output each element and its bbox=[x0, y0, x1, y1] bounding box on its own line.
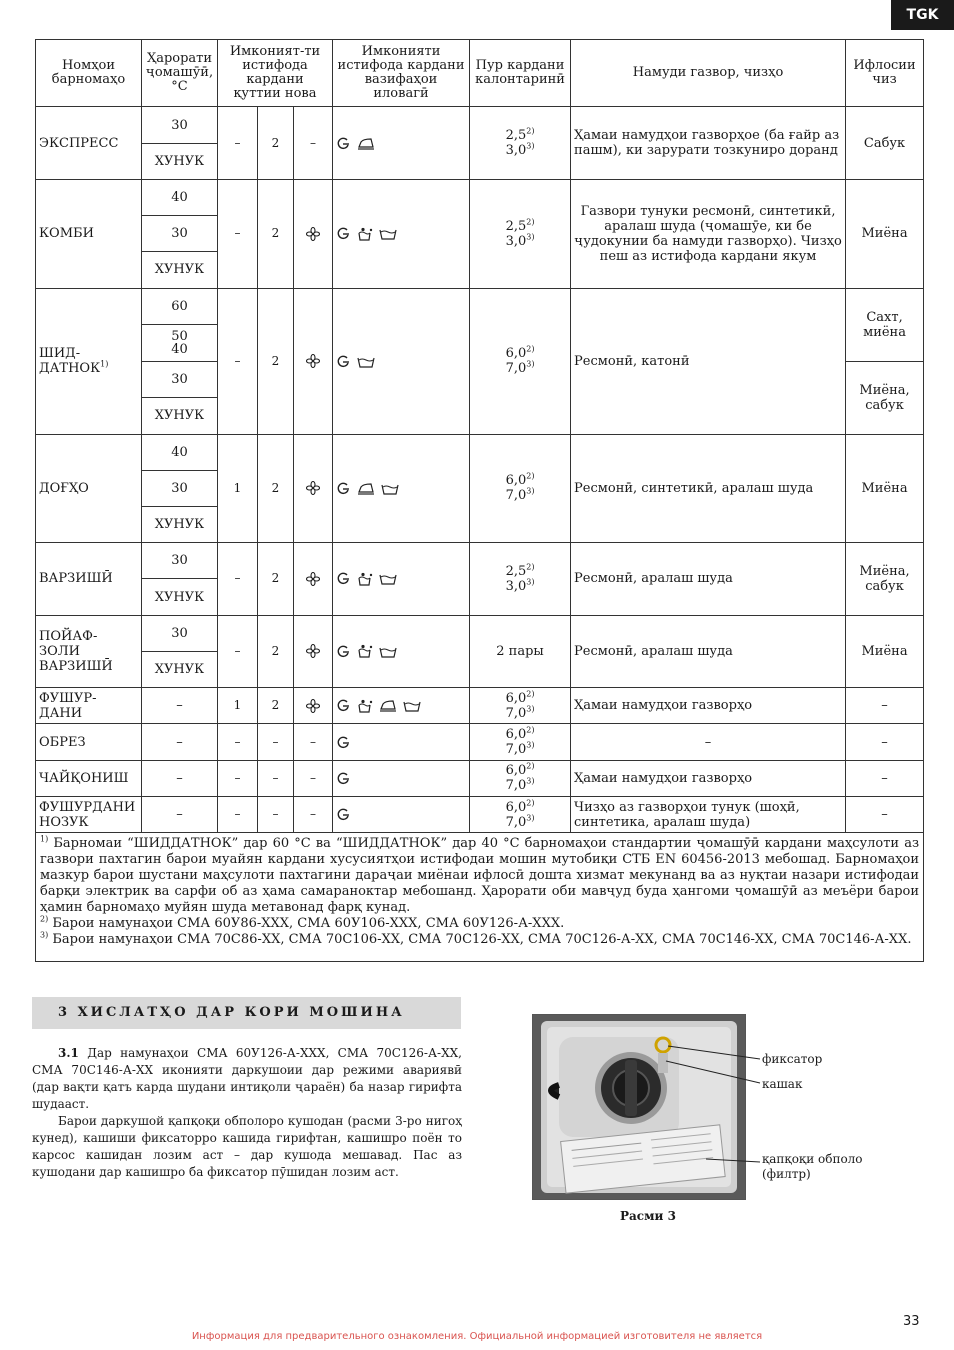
label-filter: қапқоқи обполо (филтр) bbox=[762, 1152, 863, 1181]
fabric-type: Ҳамаи намудҳои газворҳое (ба ғайр аз пашм), ки зарурати тозкуниро доранд bbox=[571, 107, 846, 179]
fabric-type: Ресмонӣ, синтетикӣ, аралаш шуда bbox=[571, 434, 846, 543]
compartment-value: – bbox=[294, 796, 333, 832]
page-number: 33 bbox=[903, 1314, 920, 1329]
header-temperature: Ҳарорати ҷомашӯӣ, °С bbox=[142, 40, 218, 107]
fabric-type: Ресмонӣ, катонӣ bbox=[571, 288, 846, 434]
temperature-value: ХУНУК bbox=[142, 143, 218, 179]
compartment-value: – bbox=[294, 107, 333, 179]
load-value: 2,5$^{2)}$ 3,0$^{3)}$ bbox=[470, 107, 571, 179]
compartment-value: 1 bbox=[218, 434, 258, 543]
header-load: Пур кардани калонтаринӣ bbox=[470, 40, 571, 107]
temperature-value: 30 bbox=[142, 107, 218, 143]
temperature-value: ХУНУК bbox=[142, 651, 218, 687]
fabric-type: Ресмонӣ, аралаш шуда bbox=[571, 543, 846, 615]
program-name: ФУШУР-ДАНИ bbox=[36, 688, 142, 724]
temperature-value: 30 bbox=[142, 362, 218, 398]
load-value: 2 пары bbox=[470, 615, 571, 687]
compartment-value: – bbox=[218, 179, 258, 288]
temperature-value: ХУНУК bbox=[142, 579, 218, 615]
temperature-value: ХУНУК bbox=[142, 398, 218, 434]
program-name: ЧАЙҚОНИШ bbox=[36, 760, 142, 796]
soil-level: – bbox=[846, 688, 924, 724]
header-program: Номҳои барномаҳо bbox=[36, 40, 142, 107]
temperature-value: – bbox=[142, 796, 218, 832]
figure-caption: Расми 3 bbox=[620, 1209, 676, 1223]
fabric-type: Ҳамаи намудҳои газворҳо bbox=[571, 688, 846, 724]
compartment-value: – bbox=[258, 724, 294, 760]
temperature-value: 30 bbox=[142, 470, 218, 506]
load-value: 6,0$^{2)}$ 7,0$^{3)}$ bbox=[470, 760, 571, 796]
program-name: ЭКСПРЕСС bbox=[36, 107, 142, 179]
load-value: 6,0$^{2)}$ 7,0$^{3)}$ bbox=[470, 288, 571, 434]
section-title: 3 ХИСЛАТҲО ДАР КОРИ МОШИНА bbox=[32, 997, 461, 1029]
fabric-type: – bbox=[571, 724, 846, 760]
footnote-1: $^{1)}$ Барномаи “ШИДДАТНОК” дар 60 °С ва “ШИДДАТНОК” дар 40 °С барномаҳои стандартии ҷомашӯӣ кардани маҳсулоти аз газвори пахтагин барои муайян кардани хусусиятҳои истифодаи мошин мутобиқи СТБ EN 60456-2013 мебошад. Барномаҳои мазкур барои шустани маҳсулоти пахтагини дараҷаи миёнаи ифлосӣ дошта хизмат мекунанд ва аз нуқтаи назари истифодаи барқи электрик ва сарфи об аз ҳама самараноктар мебошанд. Ҳарорати оби мавҷуд буда ҳангоми ҷомашӯӣ аз меъёри барои ҳамин барномаҳо муйян шуда метавонад фарқ кунад. bbox=[40, 834, 920, 916]
load-value: 6,0$^{2)}$ 7,0$^{3)}$ bbox=[470, 724, 571, 760]
temperature-value: – bbox=[142, 688, 218, 724]
compartment-value: – bbox=[294, 760, 333, 796]
soil-level: Миёна, сабук bbox=[846, 362, 924, 434]
footnote-3: $^{3)}$ Барои намунаҳои СМА 70С86-ХХ, СМА 70С106-ХХ, СМА 70С126-ХХ, СМА 70С126-А-ХХ, СМА 70С146-ХХ, СМА 70С146-А-ХХ. bbox=[40, 930, 912, 948]
load-value: 6,0$^{2)}$ 7,0$^{3)}$ bbox=[470, 688, 571, 724]
load-value: 6,0$^{2)}$ 7,0$^{3)}$ bbox=[470, 796, 571, 832]
soil-level: Миёна bbox=[846, 615, 924, 687]
program-name: КОМБИ bbox=[36, 179, 142, 288]
program-name: ПОЙАФ-ЗОЛИ ВАРЗИШӢ bbox=[36, 615, 142, 687]
compartment-value: – bbox=[218, 724, 258, 760]
compartment-value: – bbox=[218, 796, 258, 832]
temperature-value: 30 bbox=[142, 543, 218, 579]
program-name: ОБРЕЗ bbox=[36, 724, 142, 760]
header-fabric: Намуди газвор, чизҳо bbox=[571, 40, 846, 107]
temperature-value: 60 bbox=[142, 288, 218, 324]
label-pull: кашак bbox=[762, 1077, 803, 1091]
disclaimer: Информация для предварительного ознакомления. Официальной информацией изготовителя не является bbox=[191, 1331, 763, 1342]
fabric-type: Ресмонӣ, аралаш шуда bbox=[571, 615, 846, 687]
compartment-value: 2 bbox=[258, 543, 294, 615]
label-fixator: фиксатор bbox=[762, 1052, 823, 1066]
soil-level: Миёна, сабук bbox=[846, 543, 924, 615]
program-name: ФУШУРДАНИ НОЗУК bbox=[36, 796, 142, 832]
temperature-value: ХУНУК bbox=[142, 252, 218, 288]
program-name: ДОҒҲО bbox=[36, 434, 142, 543]
temperature-value: 50 40 bbox=[142, 324, 218, 361]
compartment-value: 2 bbox=[258, 288, 294, 434]
soil-level: – bbox=[846, 796, 924, 832]
compartment-value: – bbox=[258, 796, 294, 832]
soil-level: Сахт, миёна bbox=[846, 288, 924, 361]
compartment-value: 2 bbox=[258, 179, 294, 288]
paragraph-3-1: 3.1 Дар намунаҳои СМА 60У126-А-ХХХ, СМА 70С126-А-ХХ, СМА 70С146-А-ХХ иконияти даркушоии дар режими авариявӣ (дар вақти қатъ карда шудани интиқоли ҷараён) ба назар гирифта шудааст. bbox=[32, 1046, 462, 1111]
soil-level: Миёна bbox=[846, 434, 924, 543]
compartment-value: – bbox=[258, 760, 294, 796]
compartment-value: 2 bbox=[258, 107, 294, 179]
soil-level: Сабук bbox=[846, 107, 924, 179]
compartment-value: – bbox=[294, 724, 333, 760]
paragraph-door-opening: Барои даркушой қапқоқи обполоро кушодан (расми 3-ро нигоҳ кунед), кашиши фиксаторро кашида гирифтан, кашишро поён то карсос кашидан лозим аст – дар кушода мешавад. Пас аз кушодани дар кашишро ба фиксатор пӯшидан лозим аст. bbox=[32, 1114, 462, 1179]
compartment-value: 2 bbox=[258, 434, 294, 543]
program-name: ШИД-ДАТНОК$^{1)}$ bbox=[36, 288, 142, 434]
soil-level: Миёна bbox=[846, 179, 924, 288]
temperature-value: – bbox=[142, 724, 218, 760]
soil-level: – bbox=[846, 760, 924, 796]
footnote-2: $^{2)}$ Барои намунаҳои СМА 60У86-ХХХ, СМА 60У106-ХХХ, СМА 60У126-А-ХХХ. bbox=[40, 914, 565, 932]
compartment-value: 2 bbox=[258, 688, 294, 724]
temperature-value: 30 bbox=[142, 615, 218, 651]
fabric-type: Газвори тунуки ресмонӣ, синтетикӣ, аралаш шуда (ҷомашӯе, ки бе ҷудокунии ба намуди газворҳо). Чизҳо пеш аз истифода кардани якум bbox=[571, 179, 846, 288]
compartment-value: – bbox=[218, 615, 258, 687]
load-value: 2,5$^{2)}$ 3,0$^{3)}$ bbox=[470, 179, 571, 288]
fabric-type: Ҳамаи намудҳои газворҳо bbox=[571, 760, 846, 796]
compartment-value: – bbox=[218, 107, 258, 179]
compartment-value: – bbox=[218, 760, 258, 796]
temperature-value: 40 bbox=[142, 434, 218, 470]
soil-level: – bbox=[846, 724, 924, 760]
header-soil: Ифлосии чиз bbox=[846, 40, 924, 107]
program-name: ВАРЗИШӢ bbox=[36, 543, 142, 615]
temperature-value: 30 bbox=[142, 216, 218, 252]
temperature-value: ХУНУК bbox=[142, 507, 218, 543]
temperature-value: – bbox=[142, 760, 218, 796]
compartment-value: 1 bbox=[218, 688, 258, 724]
header-functions: Имконияти истифода кардани вазифаҳои иловагӣ bbox=[333, 40, 470, 107]
header-compartment: Имконият-ти истифода кардани қуттии нова bbox=[218, 40, 333, 107]
compartment-value: – bbox=[218, 288, 258, 434]
load-value: 2,5$^{2)}$ 3,0$^{3)}$ bbox=[470, 543, 571, 615]
compartment-value: – bbox=[218, 543, 258, 615]
temperature-value: 40 bbox=[142, 179, 218, 215]
compartment-value: 2 bbox=[258, 615, 294, 687]
language-badge: TGK bbox=[891, 0, 954, 30]
fabric-type: Чизҳо аз газворҳои тунук (шоҳӣ, синтетика, аралаш шуда) bbox=[571, 796, 846, 832]
load-value: 6,0$^{2)}$ 7,0$^{3)}$ bbox=[470, 434, 571, 543]
